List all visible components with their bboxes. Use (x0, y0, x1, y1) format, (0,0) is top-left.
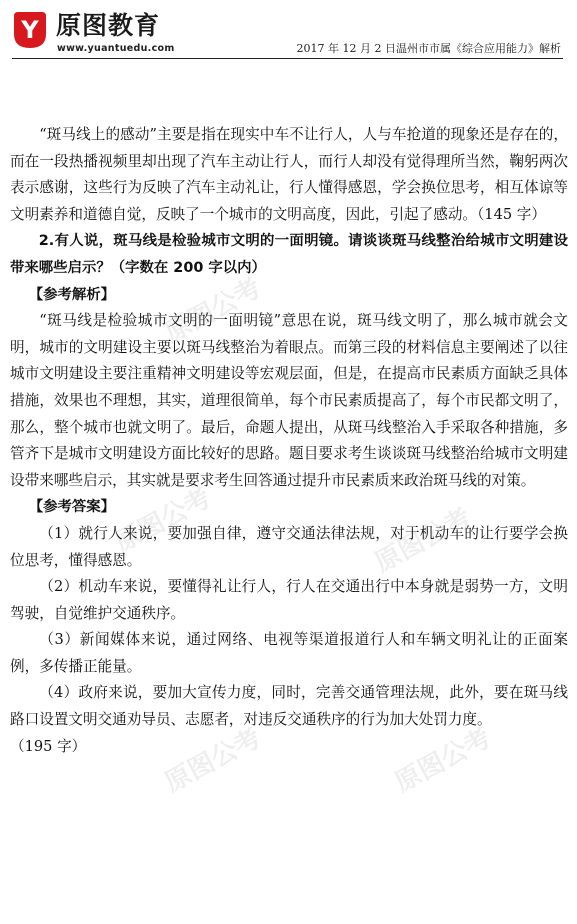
analysis-paragraph: “斑马线是检验城市文明的一面明镜”意思在说，斑马线文明了，那么城市就会文明，城市的文明建设主要以斑马线整治为着眼点。而第三段的材料信息主要阐述了以往城市文明建设主要注重精神文明建设等宏观层面，但是，在提高市民素质方面缺乏具体措施，效果也不理想，其实，道理很简单，每个市民素质提高了，每个市民都文明了，那么，整个城市也就文明了。最后，命题人提出，从斑马线整治入手采取各种措施，多管齐下是城市文明建设方面比较好的思路。题目要求考生谈谈斑马线整治给城市文明建设带来哪些启示，其实就是要求考生回答通过提升市民素质来政治斑马线的对策。 (10, 312, 568, 489)
answer-item: （3）新闻媒体来说，通过网络、电视等渠道报道行人和车辆文明礼让的正面案例，多传播正能量。 (10, 631, 568, 675)
watermark: 原图公考 (110, 483, 217, 559)
exam-title: 2017 年 12 月 2 日温州市市属《综合应用能力》解析 (296, 42, 561, 55)
intro-paragraph: “斑马线上的感动”主要是指在现实中车不让行人，人与车抢道的现象还是存在的，而在一段热播视频里却出现了汽车主动让行人，而行人却没有觉得理所当然，鞠躬两次表示感谢，这些行为反映了汽车主动礼让，行人懂得感恩，学会换位思考，相互体谅等文明素养和道德自觉，反映了一个城市的文明高度，因此，引起了感动。（145 字） (10, 126, 568, 223)
logo-letter: Y (21, 16, 39, 44)
answer-heading: 【参考答案】 (28, 499, 116, 516)
watermark: 原图公考 (160, 273, 267, 349)
answer-item: （1）就行人来说，要加强自律，遵守交通法律法规，对于机动车的让行要学会换位思考，懂得感恩。 (10, 524, 568, 569)
answer-item: （4）政府来说，要加大宣传力度，同时，完善交通管理法规，此外，要在斑马线路口设置文明交通劝导员、志愿者，对违反交通秩序的行为加大处罚力度。 (10, 684, 568, 729)
brand-logo-icon (12, 10, 48, 50)
watermark: 原图公考 (390, 723, 497, 799)
analysis-heading: 【参考解析】 (28, 286, 116, 303)
watermark: 原图公考 (160, 723, 267, 799)
answer-word-count: （195 字） (10, 737, 87, 755)
page-header (0, 0, 577, 62)
answer-item: （2）机动车来说，要懂得礼让行人，行人在交通出行中本身就是弱势一方，文明驾驶，自觉维护交通秩序。 (10, 578, 568, 622)
question-text: 2.有人说，斑马线是检验城市文明的一面明镜。请谈谈斑马线整治给城市文明建设带来哪些启示？（字数在 200 字以内） (10, 233, 568, 276)
header-divider (12, 58, 563, 59)
watermark: 原图公考 (370, 503, 477, 579)
brand-name: 原图教育 (56, 11, 161, 40)
document-body (10, 122, 568, 760)
brand-url: www.yuantuedu.com (57, 43, 175, 54)
